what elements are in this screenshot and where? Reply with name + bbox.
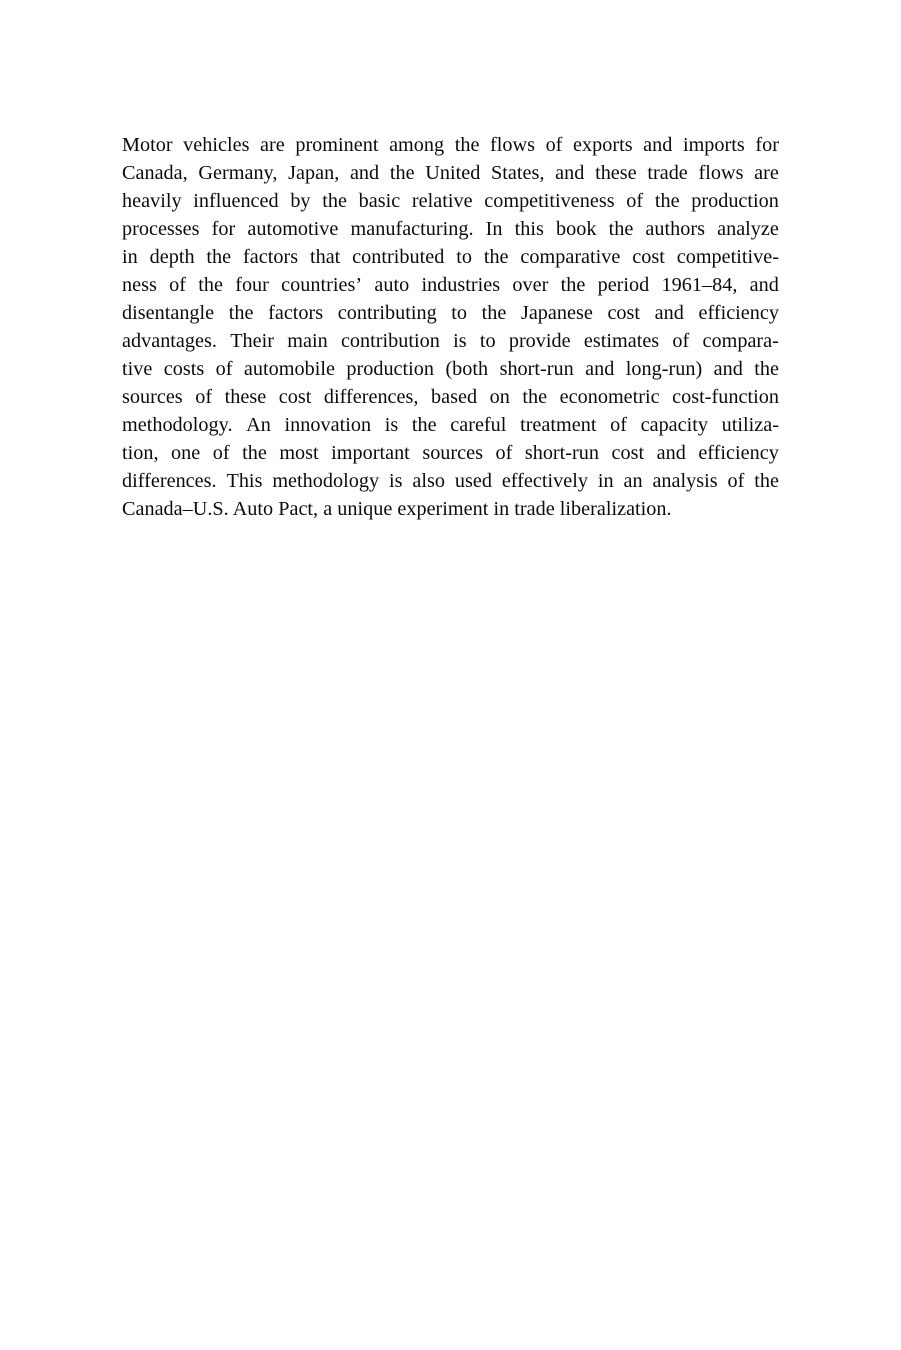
blurb-word: This	[226, 470, 263, 492]
blurb-word: Germany,	[198, 162, 278, 184]
blurb-word: authors	[645, 218, 705, 240]
blurb-word: for	[755, 134, 779, 156]
blurb-word: to	[456, 246, 472, 268]
blurb-line	[122, 327, 779, 355]
blurb-word: of	[610, 414, 627, 436]
blurb-word: and	[643, 134, 673, 156]
blurb-word: are	[260, 134, 285, 156]
blurb-word: based	[431, 386, 478, 408]
blurb-word: the	[754, 358, 779, 380]
blurb-word: the	[754, 470, 779, 492]
blurb-word: in	[122, 246, 138, 268]
blurb-word: the	[206, 246, 232, 268]
blurb-word: ness	[122, 274, 157, 296]
blurb-word: to	[479, 330, 496, 352]
blurb-word: cost	[278, 386, 312, 408]
blurb-word: the	[481, 302, 507, 324]
blurb-word: innovation	[284, 414, 372, 436]
blurb-word: one	[171, 442, 201, 464]
blurb-word: econometric	[559, 386, 660, 408]
blurb-word: and	[654, 302, 684, 324]
blurb-word: tion,	[122, 442, 159, 464]
blurb-word: processes	[122, 218, 200, 240]
blurb-word: competitiveness	[484, 190, 615, 212]
blurb-word: among	[389, 134, 445, 156]
blurb-word: contribution	[340, 330, 440, 352]
blurb-word: these	[595, 162, 637, 184]
blurb-word: the	[242, 442, 267, 464]
blurb-word: Motor	[122, 134, 173, 156]
blurb-word: advantages.	[122, 330, 217, 352]
blurb-paragraph	[122, 131, 779, 523]
blurb-word: an	[623, 470, 643, 492]
blurb-word: production	[346, 358, 435, 380]
blurb-word: imports	[682, 134, 745, 156]
blurb-word: the	[522, 386, 548, 408]
blurb-word: manufacturing.	[350, 218, 474, 240]
blurb-word: flows	[698, 162, 744, 184]
blurb-word: on	[489, 386, 510, 408]
blurb-word: of	[545, 134, 563, 156]
blurb-word: Japan,	[288, 162, 340, 184]
blurb-word: short-run	[499, 358, 574, 380]
blurb-word: of	[215, 358, 233, 380]
blurb-word: countries’	[281, 274, 363, 296]
blurb-word: important	[331, 442, 410, 464]
blurb-word: used	[454, 470, 492, 492]
blurb-word: sources	[422, 442, 483, 464]
blurb-line	[122, 299, 779, 327]
blurb-word: period	[597, 274, 650, 296]
blurb-word: capacity	[640, 414, 709, 436]
blurb-word: trade	[647, 162, 688, 184]
blurb-word: analyze	[717, 218, 779, 240]
blurb-line	[122, 131, 779, 159]
blurb-word: sources	[122, 386, 183, 408]
blurb-word: effectively	[501, 470, 588, 492]
blurb-word: the	[608, 218, 634, 240]
blurb-word: for	[211, 218, 236, 240]
blurb-word: long-run)	[625, 358, 703, 380]
blurb-word: vehicles	[183, 134, 250, 156]
blurb-word: depth	[149, 246, 195, 268]
blurb-word: and	[656, 442, 686, 464]
blurb-word: the	[228, 302, 254, 324]
blurb-word: contributing	[337, 302, 437, 324]
blurb-word: of	[212, 442, 230, 464]
blurb-word: auto	[374, 274, 410, 296]
blurb-word: and	[749, 274, 779, 296]
blurb-word: and	[349, 162, 380, 184]
blurb-line	[122, 383, 779, 411]
blurb-word: costs	[163, 358, 205, 380]
blurb-word: treatment	[520, 414, 597, 436]
blurb-word: automobile	[243, 358, 335, 380]
blurb-line	[122, 411, 779, 439]
blurb-word: of	[727, 470, 745, 492]
blurb-word: compara-	[702, 330, 779, 352]
blurb-line	[122, 243, 779, 271]
blurb-line	[122, 187, 779, 215]
blurb-word: the	[654, 190, 680, 212]
blurb-line	[122, 215, 779, 243]
blurb-word: of	[195, 386, 213, 408]
blurb-word: by	[290, 190, 311, 212]
blurb-word: careful	[450, 414, 507, 436]
blurb-word: prominent	[295, 134, 379, 156]
blurb-word: of	[626, 190, 644, 212]
blurb-line	[122, 439, 779, 467]
blurb-word: in	[597, 470, 614, 492]
blurb-line	[122, 355, 779, 383]
blurb-word: short-run	[524, 442, 600, 464]
blurb-word: disentangle	[122, 302, 215, 324]
blurb-word: comparative	[520, 246, 621, 268]
blurb-word: An	[246, 414, 271, 436]
blurb-word: the	[483, 246, 509, 268]
blurb-word: is	[384, 414, 399, 436]
blurb-word: methodology	[272, 470, 380, 492]
blurb-word: four	[235, 274, 269, 296]
blurb-line	[122, 467, 779, 495]
blurb-word: cost	[607, 302, 641, 324]
blurb-word: differences.	[122, 470, 217, 492]
blurb-word: 1961–84,	[661, 274, 738, 296]
blurb-word: United	[425, 162, 481, 184]
blurb-word: tive	[122, 358, 153, 380]
blurb-word: that	[309, 246, 341, 268]
blurb-word: and	[713, 358, 743, 380]
blurb-word: the	[454, 134, 480, 156]
blurb-word: factors	[268, 302, 324, 324]
blurb-word: of	[169, 274, 186, 296]
blurb-word: automotive	[247, 218, 339, 240]
blurb-word: these	[224, 386, 267, 408]
blurb-word: Canada,	[122, 162, 188, 184]
blurb-word: analysis	[652, 470, 718, 492]
blurb-line	[122, 159, 779, 187]
blurb-word: over	[512, 274, 549, 296]
blurb-word: cost	[611, 442, 645, 464]
blurb-word: competitive-	[676, 246, 779, 268]
blurb-word: industries	[421, 274, 501, 296]
blurb-word: main	[287, 330, 328, 352]
blurb-word: production	[691, 190, 779, 212]
blurb-word: estimates	[583, 330, 660, 352]
blurb-word: contributed	[352, 246, 445, 268]
blurb-word: also	[412, 470, 445, 492]
blurb-word: most	[279, 442, 319, 464]
blurb-word: the	[560, 274, 586, 296]
blurb-word: this	[514, 218, 544, 240]
blurb-word: the	[322, 190, 347, 212]
blurb-line: Canada–U.S. Auto Pact, a unique experiment in trade liberalization.	[122, 498, 672, 520]
blurb-word: factors	[243, 246, 299, 268]
blurb-word: to	[451, 302, 468, 324]
blurb-word: are	[754, 162, 779, 184]
blurb-word: the	[411, 414, 437, 436]
blurb-word: is	[388, 470, 403, 492]
blurb-word: cost-function	[672, 386, 779, 408]
blurb-word: utiliza-	[721, 414, 779, 436]
blurb-word: flows	[490, 134, 535, 156]
blurb-word: heavily	[122, 190, 182, 212]
blurb-word: In	[485, 218, 503, 240]
blurb-word: States,	[491, 162, 545, 184]
blurb-word: exports	[573, 134, 633, 156]
blurb-line	[122, 271, 779, 299]
blurb-word: efficiency	[698, 442, 779, 464]
blurb-word: relative	[411, 190, 473, 212]
blurb-word: efficiency	[698, 302, 779, 324]
blurb-word: differences,	[323, 386, 419, 408]
blurb-word: of	[672, 330, 690, 352]
blurb-word: book	[556, 218, 597, 240]
blurb-word: basic	[358, 190, 401, 212]
blurb-word: and	[555, 162, 585, 184]
blurb-word: the	[389, 162, 415, 184]
blurb-word: influenced	[193, 190, 279, 212]
blurb-word: is	[453, 330, 467, 352]
blurb-word: (both	[445, 358, 489, 380]
blurb-word: of	[495, 442, 513, 464]
blurb-word: and	[585, 358, 615, 380]
blurb-word: Their	[230, 330, 275, 352]
blurb-word: Japanese	[520, 302, 593, 324]
blurb-word: the	[198, 274, 223, 296]
blurb-word: methodology.	[122, 414, 233, 436]
blurb-word: cost	[632, 246, 665, 268]
blurb-word: provide	[508, 330, 571, 352]
